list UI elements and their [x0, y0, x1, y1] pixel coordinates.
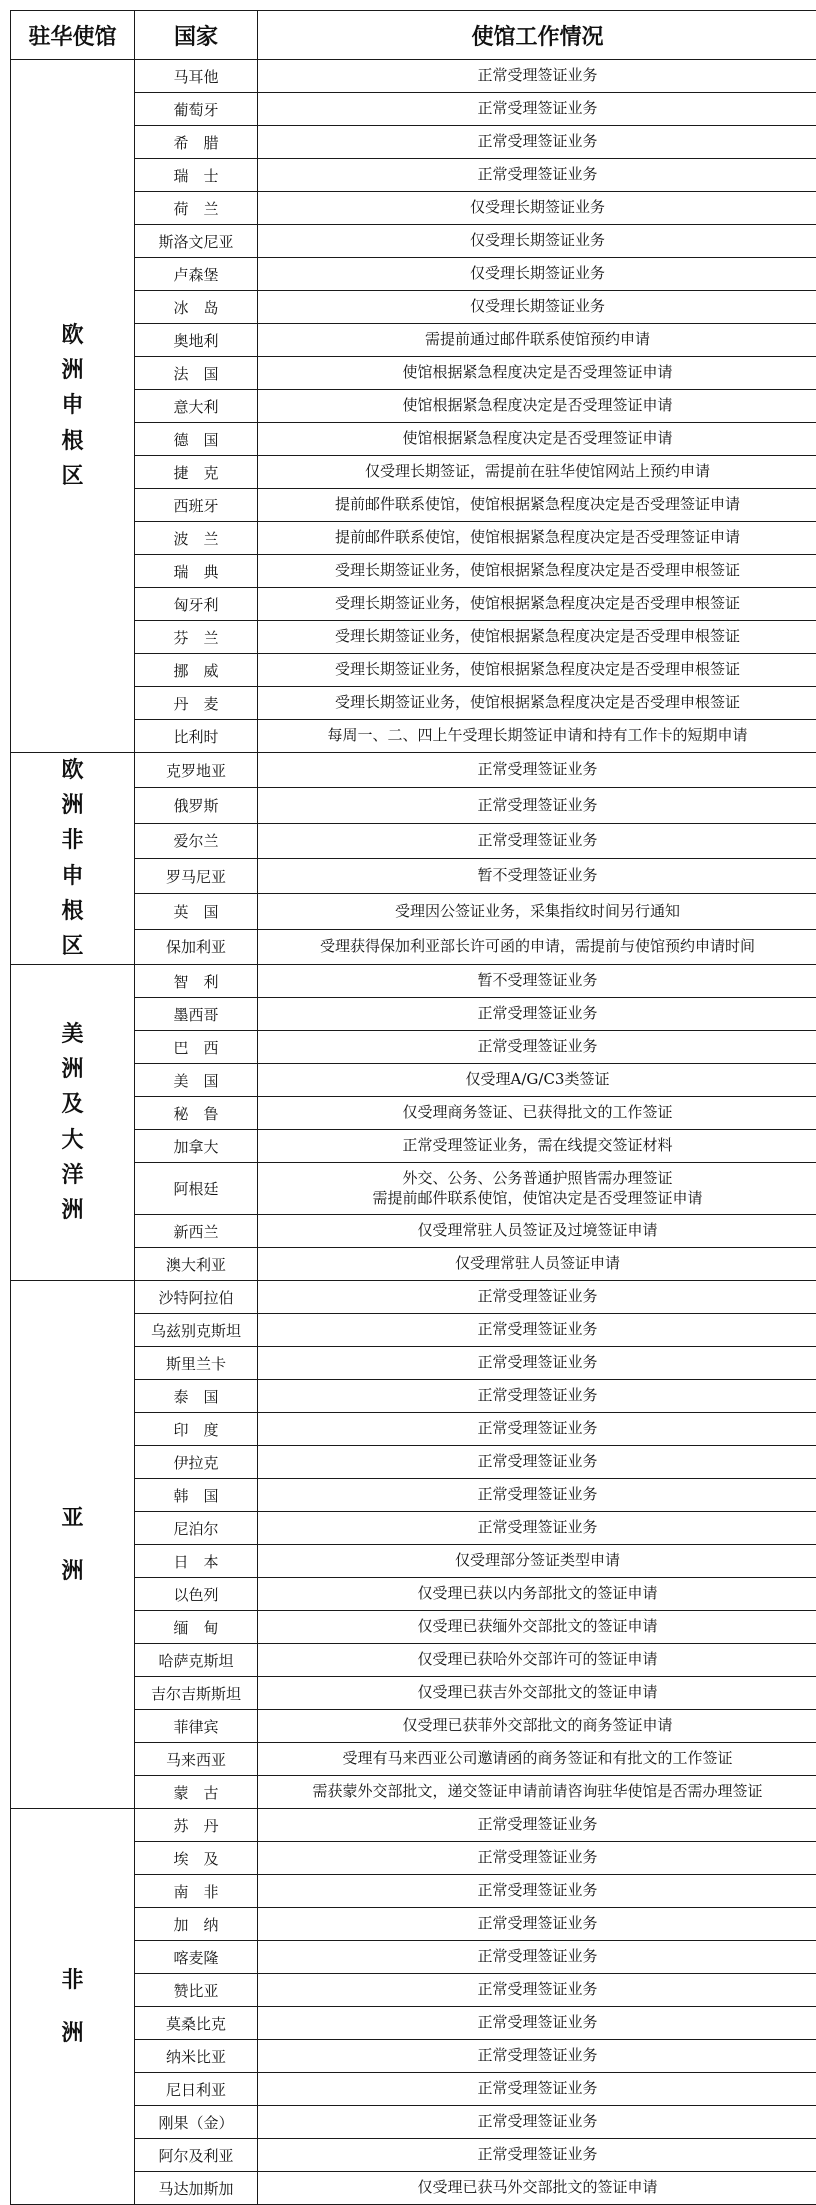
- country-cell: 巴 西: [135, 1031, 258, 1064]
- country-cell: 奥地利: [135, 324, 258, 357]
- country-cell: 沙特阿拉伯: [135, 1281, 258, 1314]
- status-cell: 正常受理签证业务: [258, 1413, 816, 1446]
- region-cell: [11, 753, 135, 965]
- region-label: 非洲: [59, 1954, 85, 2060]
- status-cell: 正常受理签证业务: [258, 1941, 816, 1974]
- status-cell: 仅受理已获吉外交部批文的签证申请: [258, 1677, 816, 1710]
- status-cell: 正常受理签证业务: [258, 93, 816, 126]
- status-cell: 需获蒙外交部批文，递交签证申请前请咨询驻华使馆是否需办理签证: [258, 1776, 816, 1809]
- country-cell: 卢森堡: [135, 258, 258, 291]
- status-cell: 正常受理签证业务: [258, 998, 816, 1031]
- country-cell: 吉尔吉斯斯坦: [135, 1677, 258, 1710]
- country-cell: 日 本: [135, 1545, 258, 1578]
- header-row: [11, 11, 816, 60]
- status-cell: 使馆根据紧急程度决定是否受理签证申请: [258, 423, 816, 456]
- country-cell: 希 腊: [135, 126, 258, 159]
- status-cell: 使馆根据紧急程度决定是否受理签证申请: [258, 357, 816, 390]
- status-cell: 正常受理签证业务: [258, 823, 816, 858]
- country-cell: 韩 国: [135, 1479, 258, 1512]
- embassy-status-table: [10, 10, 816, 2205]
- spreadsheet-background: [10, 10, 816, 2191]
- country-cell: 加拿大: [135, 1130, 258, 1163]
- status-cell: 仅受理已获缅外交部批文的签证申请: [258, 1611, 816, 1644]
- region-cell: [11, 1281, 135, 1809]
- status-cell: 使馆根据紧急程度决定是否受理签证申请: [258, 390, 816, 423]
- country-cell: 捷 克: [135, 456, 258, 489]
- status-cell: 受理长期签证业务，使馆根据紧急程度决定是否受理申根签证: [258, 588, 816, 621]
- table-row: [11, 1809, 816, 1842]
- table-row: [11, 1281, 816, 1314]
- status-cell: 正常受理签证业务: [258, 788, 816, 823]
- status-cell: 正常受理签证业务: [258, 1380, 816, 1413]
- country-cell: 新西兰: [135, 1215, 258, 1248]
- status-cell: 受理长期签证业务，使馆根据紧急程度决定是否受理申根签证: [258, 687, 816, 720]
- country-cell: 南 非: [135, 1875, 258, 1908]
- country-cell: 冰 岛: [135, 291, 258, 324]
- country-cell: 西班牙: [135, 489, 258, 522]
- status-cell: 正常受理签证业务: [258, 1446, 816, 1479]
- region-label: 欧洲申根区: [59, 318, 85, 494]
- country-cell: 阿根廷: [135, 1163, 258, 1215]
- status-cell: 受理长期签证业务，使馆根据紧急程度决定是否受理申根签证: [258, 654, 816, 687]
- country-cell: 瑞 典: [135, 555, 258, 588]
- region-label: 欧洲非申根区: [59, 753, 85, 964]
- country-cell: 印 度: [135, 1413, 258, 1446]
- country-cell: 爱尔兰: [135, 823, 258, 858]
- country-cell: 法 国: [135, 357, 258, 390]
- country-cell: 克罗地亚: [135, 753, 258, 788]
- country-cell: 马达加斯加: [135, 2172, 258, 2205]
- country-cell: 匈牙利: [135, 588, 258, 621]
- status-cell: 仅受理长期签证，需提前在驻华使馆网站上预约申请: [258, 456, 816, 489]
- status-cell: 正常受理签证业务: [258, 1031, 816, 1064]
- country-cell: 俄罗斯: [135, 788, 258, 823]
- status-cell: 受理长期签证业务，使馆根据紧急程度决定是否受理申根签证: [258, 555, 816, 588]
- status-cell: 受理获得保加利亚部长许可函的申请，需提前与使馆预约申请时间: [258, 929, 816, 964]
- status-cell: 正常受理签证业务: [258, 1809, 816, 1842]
- status-cell: 提前邮件联系使馆，使馆根据紧急程度决定是否受理签证申请: [258, 489, 816, 522]
- table-body: [11, 60, 816, 2205]
- country-cell: 德 国: [135, 423, 258, 456]
- status-cell: 正常受理签证业务: [258, 1974, 816, 2007]
- status-cell: 正常受理签证业务: [258, 1512, 816, 1545]
- status-cell: 仅受理已获以内务部批文的签证申请: [258, 1578, 816, 1611]
- country-cell: 尼泊尔: [135, 1512, 258, 1545]
- country-cell: 芬 兰: [135, 621, 258, 654]
- status-cell: 仅受理常驻人员签证及过境签证申请: [258, 1215, 816, 1248]
- status-cell: 正常受理签证业务: [258, 753, 816, 788]
- country-cell: 赞比亚: [135, 1974, 258, 2007]
- status-cell: 正常受理签证业务: [258, 1875, 816, 1908]
- status-cell: 仅受理已获马外交部批文的签证申请: [258, 2172, 816, 2205]
- country-cell: 墨西哥: [135, 998, 258, 1031]
- table-row: [11, 753, 816, 788]
- region-label: 亚洲: [59, 1492, 85, 1598]
- country-cell: 比利时: [135, 720, 258, 753]
- country-cell: 泰 国: [135, 1380, 258, 1413]
- status-cell: 受理因公签证业务，采集指纹时间另行通知: [258, 894, 816, 929]
- status-cell: 正常受理签证业务: [258, 1842, 816, 1875]
- status-cell: 正常受理签证业务: [258, 60, 816, 93]
- country-cell: 蒙 古: [135, 1776, 258, 1809]
- status-cell: 受理长期签证业务，使馆根据紧急程度决定是否受理申根签证: [258, 621, 816, 654]
- status-cell: 仅受理长期签证业务: [258, 258, 816, 291]
- region-cell: [11, 1809, 135, 2205]
- status-cell: 提前邮件联系使馆，使馆根据紧急程度决定是否受理签证申请: [258, 522, 816, 555]
- country-cell: 保加利亚: [135, 929, 258, 964]
- status-cell: 仅受理商务签证、已获得批文的工作签证: [258, 1097, 816, 1130]
- country-cell: 马耳他: [135, 60, 258, 93]
- status-cell: 正常受理签证业务: [258, 1908, 816, 1941]
- country-cell: 加 纳: [135, 1908, 258, 1941]
- country-cell: 丹 麦: [135, 687, 258, 720]
- status-cell: 仅受理常驻人员签证申请: [258, 1248, 816, 1281]
- country-cell: 马来西亚: [135, 1743, 258, 1776]
- status-cell: 正常受理签证业务: [258, 1281, 816, 1314]
- country-cell: 喀麦隆: [135, 1941, 258, 1974]
- country-cell: 伊拉克: [135, 1446, 258, 1479]
- country-cell: 秘 鲁: [135, 1097, 258, 1130]
- country-cell: 罗马尼亚: [135, 859, 258, 894]
- status-cell: 仅受理已获哈外交部许可的签证申请: [258, 1644, 816, 1677]
- status-cell: 仅受理长期签证业务: [258, 225, 816, 258]
- status-cell: 每周一、二、四上午受理长期签证申请和持有工作卡的短期申请: [258, 720, 816, 753]
- table-row: [11, 60, 816, 93]
- country-cell: 以色列: [135, 1578, 258, 1611]
- status-cell: 正常受理签证业务: [258, 126, 816, 159]
- country-cell: 荷 兰: [135, 192, 258, 225]
- region-label: 美洲及大洋洲: [59, 1017, 85, 1228]
- country-cell: 意大利: [135, 390, 258, 423]
- status-cell: 外交、公务、公务普通护照皆需办理签证 需提前邮件联系使馆，使馆决定是否受理签证申请: [258, 1163, 816, 1215]
- country-cell: 葡萄牙: [135, 93, 258, 126]
- status-cell: 仅受理A/G/C3类签证: [258, 1064, 816, 1097]
- country-cell: 尼日利亚: [135, 2073, 258, 2106]
- status-cell: 暂不受理签证业务: [258, 965, 816, 998]
- status-cell: 正常受理签证业务: [258, 2106, 816, 2139]
- country-cell: 苏 丹: [135, 1809, 258, 1842]
- country-cell: 瑞 士: [135, 159, 258, 192]
- status-cell: 正常受理签证业务: [258, 1347, 816, 1380]
- country-cell: 波 兰: [135, 522, 258, 555]
- country-cell: 斯里兰卡: [135, 1347, 258, 1380]
- country-cell: 美 国: [135, 1064, 258, 1097]
- header-country: 国家: [135, 11, 258, 60]
- status-cell: 仅受理长期签证业务: [258, 291, 816, 324]
- status-cell: 暂不受理签证业务: [258, 859, 816, 894]
- country-cell: 莫桑比克: [135, 2007, 258, 2040]
- country-cell: 刚果（金）: [135, 2106, 258, 2139]
- status-cell: 正常受理签证业务，需在线提交签证材料: [258, 1130, 816, 1163]
- country-cell: 阿尔及利亚: [135, 2139, 258, 2172]
- region-cell: [11, 965, 135, 1281]
- country-cell: 乌兹别克斯坦: [135, 1314, 258, 1347]
- status-cell: 正常受理签证业务: [258, 1479, 816, 1512]
- status-cell: 需提前通过邮件联系使馆预约申请: [258, 324, 816, 357]
- country-cell: 智 利: [135, 965, 258, 998]
- status-cell: 仅受理长期签证业务: [258, 192, 816, 225]
- header-status: 使馆工作情况: [258, 11, 816, 60]
- country-cell: 挪 威: [135, 654, 258, 687]
- status-cell: 正常受理签证业务: [258, 1314, 816, 1347]
- status-cell: 正常受理签证业务: [258, 159, 816, 192]
- country-cell: 埃 及: [135, 1842, 258, 1875]
- status-cell: 正常受理签证业务: [258, 2139, 816, 2172]
- status-cell: 正常受理签证业务: [258, 2040, 816, 2073]
- country-cell: 澳大利亚: [135, 1248, 258, 1281]
- region-cell: [11, 60, 135, 753]
- country-cell: 缅 甸: [135, 1611, 258, 1644]
- country-cell: 英 国: [135, 894, 258, 929]
- country-cell: 菲律宾: [135, 1710, 258, 1743]
- header-embassy: 驻华使馆: [11, 11, 135, 60]
- status-cell: 正常受理签证业务: [258, 2007, 816, 2040]
- status-cell: 正常受理签证业务: [258, 2073, 816, 2106]
- country-cell: 哈萨克斯坦: [135, 1644, 258, 1677]
- country-cell: 纳米比亚: [135, 2040, 258, 2073]
- status-cell: 仅受理已获菲外交部批文的商务签证申请: [258, 1710, 816, 1743]
- status-cell: 受理有马来西亚公司邀请函的商务签证和有批文的工作签证: [258, 1743, 816, 1776]
- table-row: [11, 965, 816, 998]
- country-cell: 斯洛文尼亚: [135, 225, 258, 258]
- status-cell: 仅受理部分签证类型申请: [258, 1545, 816, 1578]
